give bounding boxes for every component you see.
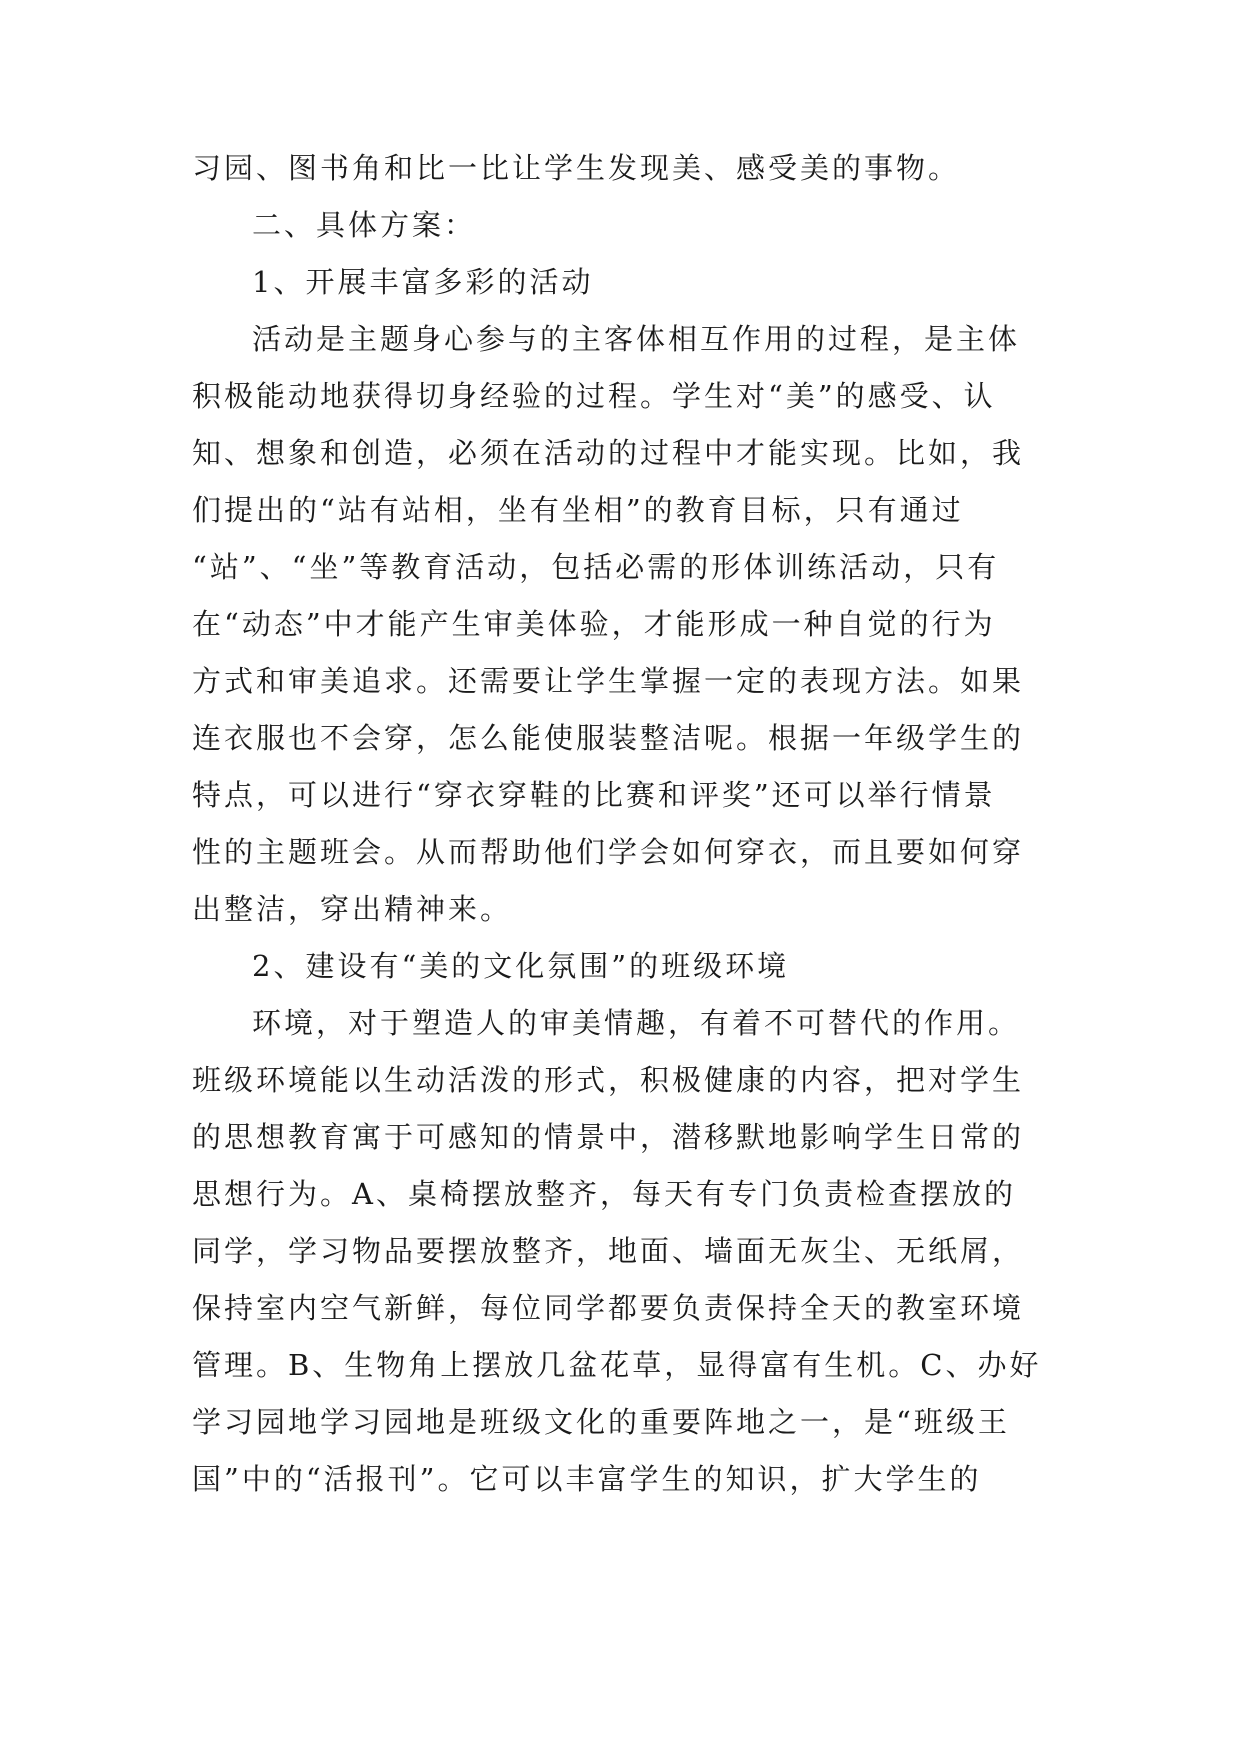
text-line: 们提出的“站有站相，坐有坐相”的教育目标，只有通过 [192,493,964,527]
subsection-heading: 2、建设有“美的文化氛围”的班级环境 [252,949,790,983]
text-line: 同学，学习物品要摆放整齐，地面、墙面无灰尘、无纸屑， [192,1234,1025,1268]
text-line: 习园、图书角和比一比让学生发现美、感受美的事物。 [192,151,961,185]
text-line: 学习园地学习园地是班级文化的重要阵地之一，是“班级王 [192,1405,1010,1439]
paragraph-first-line: 环境，对于塑造人的审美情趣，有着不可替代的作用。 [252,1006,1021,1040]
text-line: 连衣服也不会穿，怎么能使服装整洁呢。根据一年级学生的 [192,721,1025,755]
section-heading: 二、具体方案： [252,208,477,242]
text-line: 方式和审美追求。还需要让学生掌握一定的表现方法。如果 [192,664,1025,698]
text-line: 在“动态”中才能产生审美体验，才能形成一种自觉的行为 [192,607,996,641]
text-line: 班级环境能以生动活泼的形式，积极健康的内容，把对学生 [192,1063,1025,1097]
text-line: 积极能动地获得切身经验的过程。学生对“美”的感受、认 [192,379,996,413]
text-line: 性的主题班会。从而帮助他们学会如何穿衣，而且要如何穿 [192,835,1025,869]
text-line: “站”、“坐”等教育活动，包括必需的形体训练活动，只有 [192,550,1000,584]
text-line: 思想行为。A、桌椅摆放整齐，每天有专门负责检查摆放的 [192,1177,1016,1211]
subsection-heading: 1、开展丰富多彩的活动 [252,265,594,299]
text-line: 知、想象和创造，必须在活动的过程中才能实现。比如，我 [192,436,1025,470]
text-line: 保持室内空气新鲜，每位同学都要负责保持全天的教室环境 [192,1291,1025,1325]
text-line: 管理。B、生物角上摆放几盆花草，显得富有生机。C、办好 [192,1348,1042,1382]
paragraph-first-line: 活动是主题身心参与的主客体相互作用的过程，是主体 [252,322,1021,356]
text-line: 特点，可以进行“穿衣穿鞋的比赛和评奖”还可以举行情景 [192,778,996,812]
text-line: 国”中的“活报刊”。它可以丰富学生的知识，扩大学生的 [192,1462,982,1496]
text-line: 出整洁，穿出精神来。 [192,892,513,926]
text-line: 的思想教育寓于可感知的情景中，潜移默地影响学生日常的 [192,1120,1025,1154]
